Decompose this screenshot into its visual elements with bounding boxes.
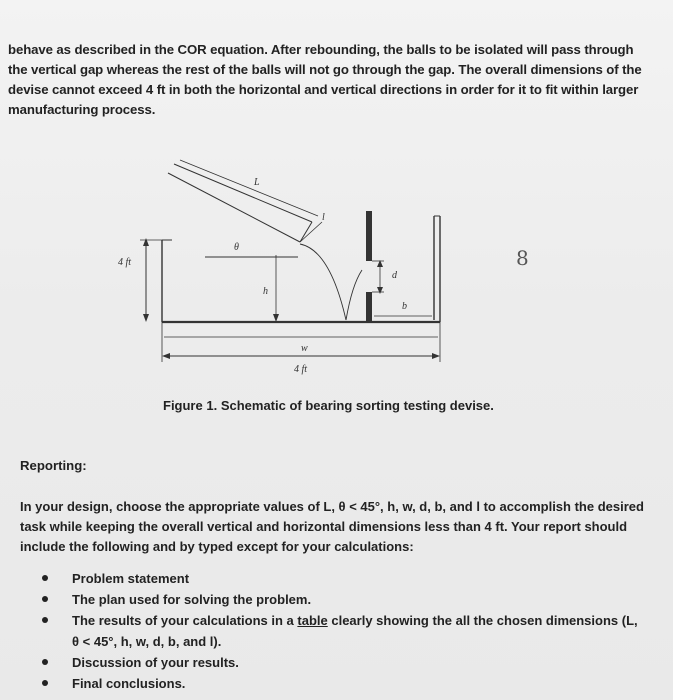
ramp-line-lower [168, 173, 300, 242]
label-L: L [254, 177, 260, 188]
list-item [42, 673, 638, 694]
intro-paragraph [8, 40, 668, 120]
list-item [42, 652, 638, 673]
label-theta: θ [234, 242, 239, 253]
reporting-paragraph [20, 497, 660, 557]
intro-line-4: manufacturing process. [8, 102, 156, 117]
bullet-text: Discussion of your results. [72, 655, 239, 670]
intro-line-3: devise cannot exceed 4 ft in both the horizontal and vertical directions in order for it to fit within larger [8, 82, 639, 97]
label-d: d [392, 270, 397, 281]
bullet-text: Problem statement [72, 571, 190, 586]
figure-caption-number: Figure 1. [163, 398, 218, 413]
label-4ft-vertical: 4 ft [118, 257, 132, 268]
label-b: b [402, 301, 407, 312]
label-w: w [301, 343, 308, 354]
bullet-icon [42, 596, 48, 602]
intro-line-1: behave as described in the COR equation. After rebounding, the balls to be isolated will pass through [8, 42, 634, 57]
bullet-icon [42, 575, 48, 581]
ball-rebound [346, 270, 362, 320]
bullet-text: The plan used for solving the problem. [72, 592, 312, 607]
bullet-text-continuation: θ < 45°, h, w, d, b, and l). [72, 634, 222, 649]
label-h: h [263, 286, 268, 297]
gap-post-lower [366, 292, 372, 322]
bullet-text-after: clearly showing the all the chosen dimensions (L, [327, 613, 638, 628]
reporting-heading: Reporting: [20, 458, 87, 473]
ramp-end [300, 222, 312, 242]
figure-caption-text: Schematic of bearing sorting testing devise. [220, 398, 494, 413]
list-item [42, 589, 638, 610]
reporting-line-3: include the following and by typed except for your calculations: [20, 539, 414, 554]
table-underlined-word: table [297, 613, 328, 628]
handwritten-mark: 8 [516, 246, 529, 270]
ball-trajectory [300, 244, 346, 320]
intro-line-2: the vertical gap whereas the rest of the balls will not go through the gap. The overall dimensions of the [8, 62, 642, 77]
bullet-text: Final conclusions. [72, 676, 186, 691]
bullet-text-before: The results of your calculations in a [72, 613, 298, 628]
reporting-line-1: In your design, choose the appropriate values of L, θ < 45°, h, w, d, b, and l to accomplish the desired [20, 499, 644, 514]
bullet-icon [42, 680, 48, 686]
label-4ft-horizontal: 4 ft [294, 364, 308, 375]
label-l: l [322, 212, 325, 223]
list-item [42, 610, 638, 652]
gap-post-upper [366, 211, 372, 261]
sorting-device-schematic [0, 150, 673, 390]
bullet-icon [42, 617, 48, 623]
l-dimension [300, 222, 322, 242]
figure-caption [163, 398, 494, 413]
bullet-icon [42, 659, 48, 665]
reporting-bullet-list [42, 568, 638, 694]
list-item [42, 568, 638, 589]
L-dimension [180, 160, 318, 216]
reporting-line-2: task while keeping the overall vertical and horizontal dimensions less than 4 ft. Your report should [20, 519, 628, 534]
ramp-line-upper [174, 164, 312, 222]
